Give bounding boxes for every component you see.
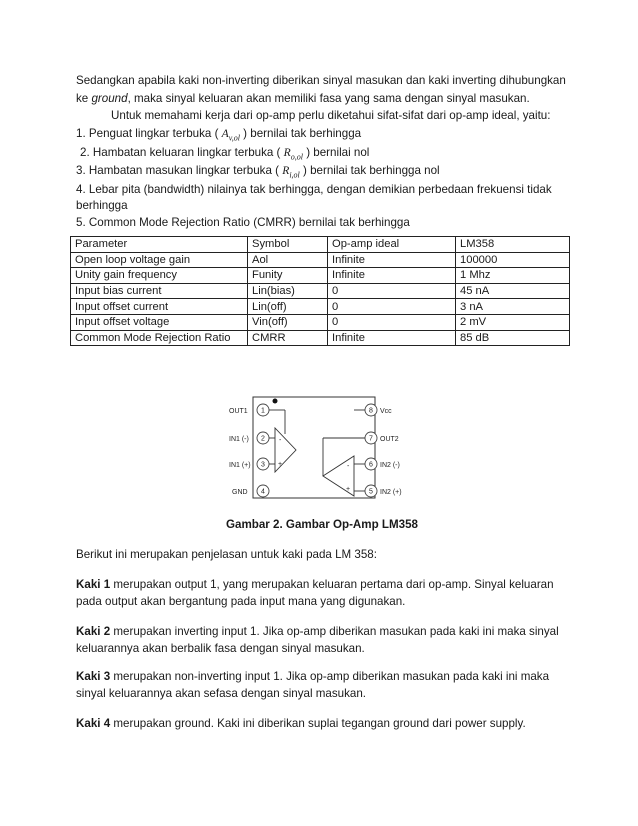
pin-label-in1-plus: IN1 (+) <box>229 462 251 469</box>
pin-label-vcc: Vcc <box>380 408 392 415</box>
table-cell: 85 dB <box>456 330 570 346</box>
kaki-4-line-1: Kaki 4 merupakan ground. Kaki ini diberikan suplai tegangan ground dari power supply. <box>76 717 526 730</box>
pin-label-out1: OUT1 <box>229 408 248 415</box>
pin-number-7: 7 <box>369 435 373 443</box>
pin-label-in2-plus: IN2 (+) <box>380 489 402 496</box>
table-header-row <box>71 237 570 253</box>
symbol-rool: $R_{o,ol}$ <box>283 146 303 162</box>
table-header-cell: LM358 <box>456 237 570 253</box>
pin-label-in1-minus: IN1 (-) <box>229 436 249 443</box>
property-1: 1. Penguat lingkar terbuka ( $A_{v,ol}$ ) bernilai tak berhingga <box>76 127 362 143</box>
table-row <box>71 299 570 315</box>
opamp-2-plus-sign: + <box>346 486 351 493</box>
table-cell: Vin(off) <box>248 314 328 330</box>
table-cell: Aol <box>248 252 328 268</box>
pin-label-out2: OUT2 <box>380 436 399 443</box>
table-cell: 100000 <box>456 252 570 268</box>
property-4-line-1: 4. Lebar pita (bandwidth) nilainya tak berhingga, dengan demikian perbedaan frekuensi tidak <box>76 183 552 196</box>
table-cell: 3 nA <box>456 299 570 315</box>
table-header-cell: Op-amp ideal <box>328 237 456 253</box>
pin-number-8: 8 <box>369 407 373 415</box>
property-4-line-2: berhingga <box>76 199 128 212</box>
pin-number-5: 5 <box>369 488 373 496</box>
intro-line-3: Untuk memahami kerja dari op-amp perlu diketahui sifat-sifat dari op-amp ideal, yaitu: <box>111 109 551 122</box>
table-cell: Lin(bias) <box>248 283 328 299</box>
table-row <box>71 268 570 284</box>
table-cell: 1 Mhz <box>456 268 570 284</box>
opamp-2-minus-sign: - <box>347 463 350 470</box>
opamp-1-minus-sign: - <box>279 437 282 444</box>
opamp-spec-table <box>70 236 570 346</box>
ic-body-outline <box>253 397 375 498</box>
pin-label-in2-minus: IN2 (-) <box>380 462 400 469</box>
ground-term: ground <box>91 92 128 105</box>
table-cell: Input offset current <box>71 299 248 315</box>
kaki-4-title: Kaki 4 <box>76 717 111 730</box>
table-cell: Funity <box>248 268 328 284</box>
symbol-riol: $R_{i,ol}$ <box>282 164 300 180</box>
table-cell: Open loop voltage gain <box>71 252 248 268</box>
opamp-1-plus-sign: + <box>278 461 283 468</box>
table-cell: 0 <box>328 283 456 299</box>
table-header-cell: Symbol <box>248 237 328 253</box>
kaki-3-title: Kaki 3 <box>76 670 111 683</box>
property-2: 2. Hambatan keluaran lingkar terbuka ( $R_{o,ol}$ ) bernilai nol <box>80 146 370 162</box>
table-row <box>71 283 570 299</box>
table-cell: Input offset voltage <box>71 314 248 330</box>
symbol-avol: $A_{v,ol}$ <box>221 127 240 143</box>
table-cell: Infinite <box>328 268 456 284</box>
table-cell: Infinite <box>328 252 456 268</box>
table-cell: Unity gain frequency <box>71 268 248 284</box>
pin-number-3: 3 <box>261 461 265 469</box>
intro-line-1: Sedangkan apabila kaki non-inverting diberikan sinyal masukan dan kaki inverting dihubungkan <box>76 74 566 87</box>
lm358-pinout-diagram <box>224 392 410 504</box>
table-cell: 0 <box>328 314 456 330</box>
table-row <box>71 314 570 330</box>
table-row <box>71 330 570 346</box>
kaki-2-line-1: Kaki 2 merupakan inverting input 1. Jika op-amp diberikan masukan pada kaki ini maka sinyal <box>76 625 559 638</box>
table-cell: 2 mV <box>456 314 570 330</box>
table-cell: Infinite <box>328 330 456 346</box>
table-row <box>71 252 570 268</box>
pin-label-gnd: GND <box>232 489 248 496</box>
kaki-3-line-2: sinyal keluarannya akan sefasa dengan sinyal masukan. <box>76 687 367 700</box>
property-5: 5. Common Mode Rejection Ratio (CMRR) bernilai tak berhingga <box>76 216 410 229</box>
pin-number-2: 2 <box>261 435 265 443</box>
table-cell: Lin(off) <box>248 299 328 315</box>
pin-number-4: 4 <box>261 488 265 496</box>
kaki-1-title: Kaki 1 <box>76 578 111 591</box>
table-cell: CMRR <box>248 330 328 346</box>
pin-number-6: 6 <box>369 461 373 469</box>
table-cell: 45 nA <box>456 283 570 299</box>
intro-line-2: ke ground, maka sinyal keluaran akan memiliki fasa yang sama dengan sinyal masukan. <box>76 92 530 105</box>
table-header-cell: Parameter <box>71 237 248 253</box>
property-3: 3. Hambatan masukan lingkar terbuka ( $R_{i,ol}$ ) bernilai tak berhingga nol <box>76 164 440 180</box>
pin-number-1: 1 <box>261 407 265 415</box>
kaki-1-line-1: Kaki 1 merupakan output 1, yang merupakan keluaran pertama dari op-amp. Sinyal keluaran <box>76 578 554 591</box>
kaki-2-line-2: keluarannya akan berbalik fasa dengan sinyal masukan. <box>76 642 365 655</box>
kaki-3-line-1: Kaki 3 merupakan non-inverting input 1. Jika op-amp diberikan masukan pada kaki ini maka <box>76 670 550 683</box>
kaki-2-title: Kaki 2 <box>76 625 111 638</box>
table-cell: 0 <box>328 299 456 315</box>
pin1-indicator-dot <box>273 399 278 404</box>
table-cell: Common Mode Rejection Ratio <box>71 330 248 346</box>
kaki-1-line-2: pada output akan bergantung pada input mana yang digunakan. <box>76 595 406 608</box>
table-cell: Input bias current <box>71 283 248 299</box>
explanation-lead: Berikut ini merupakan penjelasan untuk kaki pada LM 358: <box>76 548 377 561</box>
figure-caption: Gambar 2. Gambar Op-Amp LM358 <box>226 518 418 531</box>
